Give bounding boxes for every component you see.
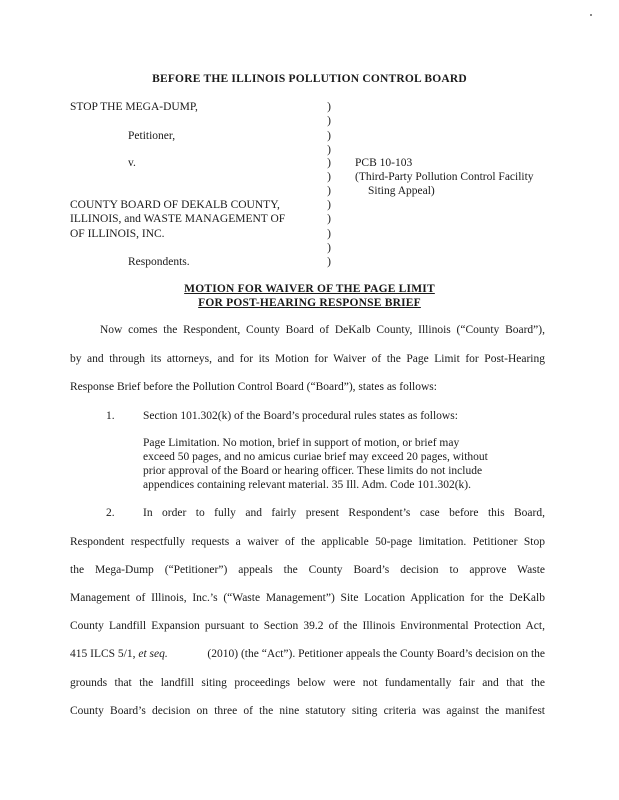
respondent-role: Respondents. bbox=[128, 256, 190, 268]
intro-line-1: Now comes the Respondent, County Board of DeKalb County, Illinois (“County Board”), bbox=[100, 324, 545, 336]
quote-line-2: exceed 50 pages, and no amicus curiae brief may exceed 20 pages, without bbox=[143, 451, 488, 463]
petitioner-role: Petitioner, bbox=[128, 130, 176, 142]
citation-et-seq: et seq. bbox=[138, 648, 168, 660]
caption-paren: ) bbox=[327, 256, 331, 268]
scan-speck bbox=[590, 14, 592, 16]
motion-title-line-1: MOTION FOR WAIVER OF THE PAGE LIMIT bbox=[184, 283, 435, 295]
caption-paren: ) bbox=[327, 157, 331, 169]
motion-title-line-2: FOR POST-HEARING RESPONSE BRIEF bbox=[198, 297, 421, 309]
caption-paren: ) bbox=[327, 199, 331, 211]
quote-line-1: Page Limitation. No motion, brief in support of motion, or brief may bbox=[143, 437, 460, 449]
citation-prefix bbox=[70, 648, 168, 660]
caption-paren: ) bbox=[327, 130, 331, 142]
caption-paren: ) bbox=[327, 115, 331, 127]
section-2-line-3: the Mega-Dump (“Petitioner”) appeals the County Board’s decision to approve Waste bbox=[70, 564, 545, 576]
section-2-number: 2. bbox=[106, 507, 115, 519]
section-2-line-8: County Board’s decision on three of the nine statutory siting criteria was against the manifest bbox=[70, 705, 545, 717]
case-type-line-2: Siting Appeal) bbox=[368, 185, 435, 197]
court-heading: BEFORE THE ILLINOIS POLLUTION CONTROL BOARD bbox=[152, 73, 467, 85]
caption-paren: ) bbox=[327, 242, 331, 254]
section-2-line-1: In order to fully and fairly present Respondent’s case before this Board, bbox=[143, 507, 545, 519]
petitioner-name: STOP THE MEGA-DUMP, bbox=[70, 101, 198, 113]
versus-label: v. bbox=[128, 157, 136, 169]
respondent-line-2: ILLINOIS, and WASTE MANAGEMENT OF bbox=[70, 213, 286, 225]
caption-paren: ) bbox=[327, 144, 331, 156]
respondent-line-3: OF ILLINOIS, INC. bbox=[70, 228, 165, 240]
citation-text: 415 ILCS 5/1, bbox=[70, 648, 139, 660]
section-2-line-6 bbox=[70, 648, 545, 660]
respondent-line-1: COUNTY BOARD OF DEKALB COUNTY, bbox=[70, 199, 280, 211]
quote-line-3: prior approval of the Board or hearing officer. These limits do not include bbox=[143, 465, 483, 477]
caption-paren: ) bbox=[327, 185, 331, 197]
case-type-line-1: (Third-Party Pollution Control Facility bbox=[355, 171, 534, 183]
intro-line-2: by and through its attorneys, and for its Motion for Waiver of the Page Limit for Post-Hearing bbox=[70, 353, 545, 365]
intro-line-3: Response Brief before the Pollution Control Board (“Board”), states as follows: bbox=[70, 381, 437, 393]
section-1-number: 1. bbox=[106, 410, 115, 422]
caption-paren: ) bbox=[327, 171, 331, 183]
case-number: PCB 10-103 bbox=[355, 157, 413, 169]
section-2-line-7: grounds that the landfill siting proceedings below were not fundamentally fair and that the bbox=[70, 677, 545, 689]
quote-line-4: appendices containing relevant material. 35 Ill. Adm. Code 101.302(k). bbox=[143, 479, 471, 491]
section-1-text: Section 101.302(k) of the Board’s procedural rules states as follows: bbox=[143, 410, 458, 422]
caption-paren: ) bbox=[327, 101, 331, 113]
section-2-line-4: Management of Illinois, Inc.’s (“Waste Management”) Site Location Application for the DeKalb bbox=[70, 592, 545, 604]
caption-paren: ) bbox=[327, 213, 331, 225]
section-2-line-5: County Landfill Expansion pursuant to Section 39.2 of the Illinois Environmental Protection Act, bbox=[70, 620, 545, 632]
caption-paren: ) bbox=[327, 228, 331, 240]
section-2-line-2: Respondent respectfully requests a waiver of the applicable 50-page limitation. Petitioner Stop bbox=[70, 536, 545, 548]
citation-rest: (2010) (the “Act”). Petitioner appeals the County Board’s decision on the bbox=[207, 648, 545, 660]
